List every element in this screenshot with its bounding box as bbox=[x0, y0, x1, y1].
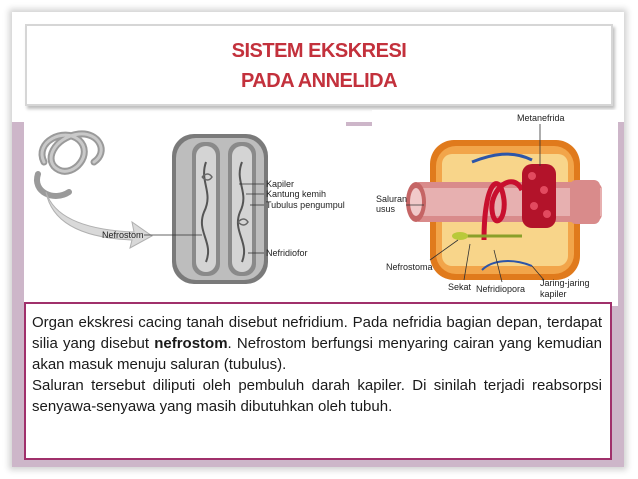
segment-section bbox=[172, 134, 268, 284]
term-nefrostom: nefrostom bbox=[154, 335, 228, 352]
label-nefridiopora: Nefridiopora bbox=[476, 284, 526, 294]
label-nefrostoma: Nefrostoma bbox=[386, 262, 433, 272]
label-nefridiofor: Nefridiofor bbox=[266, 248, 308, 258]
slide-bottom-band bbox=[24, 460, 612, 467]
paragraph-1-end: . Nefrostom berfungsi menyaring cairan yang kemudian akan masuk menuju saluran (tubulus). bbox=[32, 335, 602, 373]
label-usus: usus bbox=[376, 204, 396, 214]
paragraph-1-start: Organ ekskresi cacing tanah disebut nefridium. Pada nefridia bagian depan, terdapat silia yang disebut bbox=[32, 314, 602, 352]
label-tubulus-pengumpul: Tubulus pengumpul bbox=[266, 200, 345, 210]
slide-left-band bbox=[12, 122, 24, 467]
label-metanefrida: Metanefrida bbox=[517, 113, 565, 123]
label-kapiler: Kapiler bbox=[266, 179, 295, 189]
earthworm-icon bbox=[37, 134, 101, 196]
title-box bbox=[25, 24, 613, 106]
slide-title-line-1: SISTEM EKSKRESI bbox=[231, 40, 407, 62]
metanephridia-diagram bbox=[372, 110, 618, 306]
earthworm-nephridium-figure bbox=[24, 122, 346, 302]
label-kapiler-right: kapiler bbox=[540, 289, 567, 299]
paragraph-1 bbox=[32, 312, 602, 375]
label-nefrostom: Nefrostom bbox=[102, 230, 144, 240]
earthworm-diagram bbox=[24, 122, 346, 302]
paragraph-2: Saluran tersebut diliputi oleh pembuluh darah kapiler. Di sinilah terjadi reabsorpsi senyawa-senyawa yang masih dibutuhkan oleh tubuh. bbox=[32, 377, 602, 415]
label-saluran: Saluran bbox=[376, 194, 408, 204]
label-jaring-jaring: Jaring-jaring bbox=[540, 278, 590, 288]
label-sekat: Sekat bbox=[448, 282, 472, 292]
description-text-box bbox=[24, 302, 612, 460]
label-kantung-kemih: Kantung kemih bbox=[266, 189, 327, 199]
slide-title-line-2: PADA ANNELIDA bbox=[240, 70, 398, 92]
segment-cutaway bbox=[406, 140, 602, 280]
metanephridia-figure bbox=[372, 110, 618, 306]
